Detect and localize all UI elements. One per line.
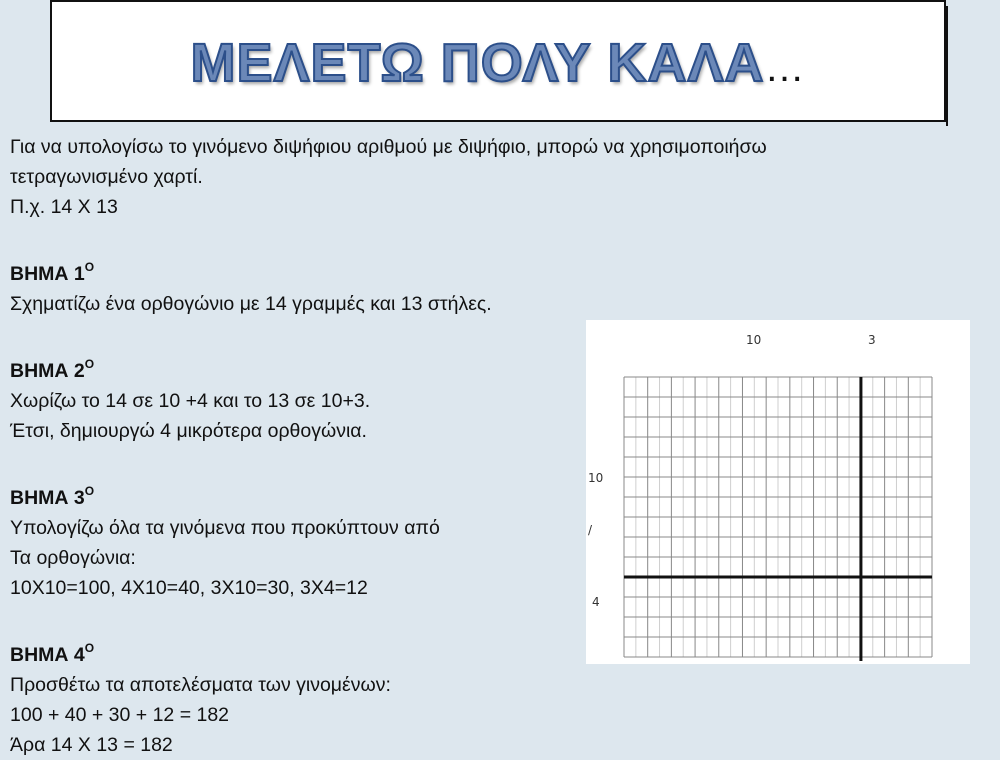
step-3-line-3: 10Χ10=100, 4Χ10=40, 3Χ10=30, 3Χ4=12 (10, 577, 368, 599)
title-ellipsis: … (764, 46, 806, 90)
page-title (52, 32, 944, 94)
step-3-line-2: Τα ορθογώνια: (10, 547, 136, 569)
side-label-4: 4 (592, 595, 600, 609)
step-4-heading: ΒΗΜΑ $4^O$ (10, 641, 95, 666)
example-line: Π.χ. 14 Χ 13 (10, 196, 118, 218)
top-label-3: 3 (868, 333, 876, 347)
step-2-line-2: Έτσι, δημιουργώ 4 μικρότερα ορθογώνια. (10, 420, 367, 442)
title-main: ΜΕΛΕΤΩ ΠΟΛΥ ΚΑΛΑ (190, 33, 765, 93)
grid-diagram (586, 320, 970, 664)
step-2-line-1: Χωρίζω το 14 σε 10 +4 και το 13 σε 10+3. (10, 390, 371, 412)
step-4-line-3: Άρα 14 Χ 13 = 182 (10, 734, 173, 756)
intro-line-2: τετραγωνισμένο χαρτί. (10, 166, 203, 188)
intro-line-1: Για να υπολογίσω το γινόμενο διψήφιου αριθμού με διψήφιο, μπορώ να χρησιμοποιήσω (10, 136, 767, 158)
top-label-10: 10 (746, 333, 762, 347)
grid-svg (586, 320, 970, 664)
step-2-heading: ΒΗΜΑ $2^O$ (10, 357, 95, 382)
step-1-line-1: Σχηματίζω ένα ορθογώνιο με 14 γραμμές και 13 στήλες. (10, 293, 492, 315)
step-1-heading: ΒΗΜΑ $1^O$ (10, 260, 95, 285)
title-banner (50, 0, 946, 122)
side-mark: / (588, 523, 593, 537)
step-3-heading: ΒΗΜΑ $3^O$ (10, 484, 95, 509)
step-3-line-1: Υπολογίζω όλα τα γινόμενα που προκύπτουν από (10, 517, 440, 539)
side-label-10: 10 (588, 471, 604, 485)
step-4-line-1: Προσθέτω τα αποτελέσματα των γινομένων: (10, 674, 391, 696)
step-4-line-2: 100 + 40 + 30 + 12 = 182 (10, 704, 230, 726)
